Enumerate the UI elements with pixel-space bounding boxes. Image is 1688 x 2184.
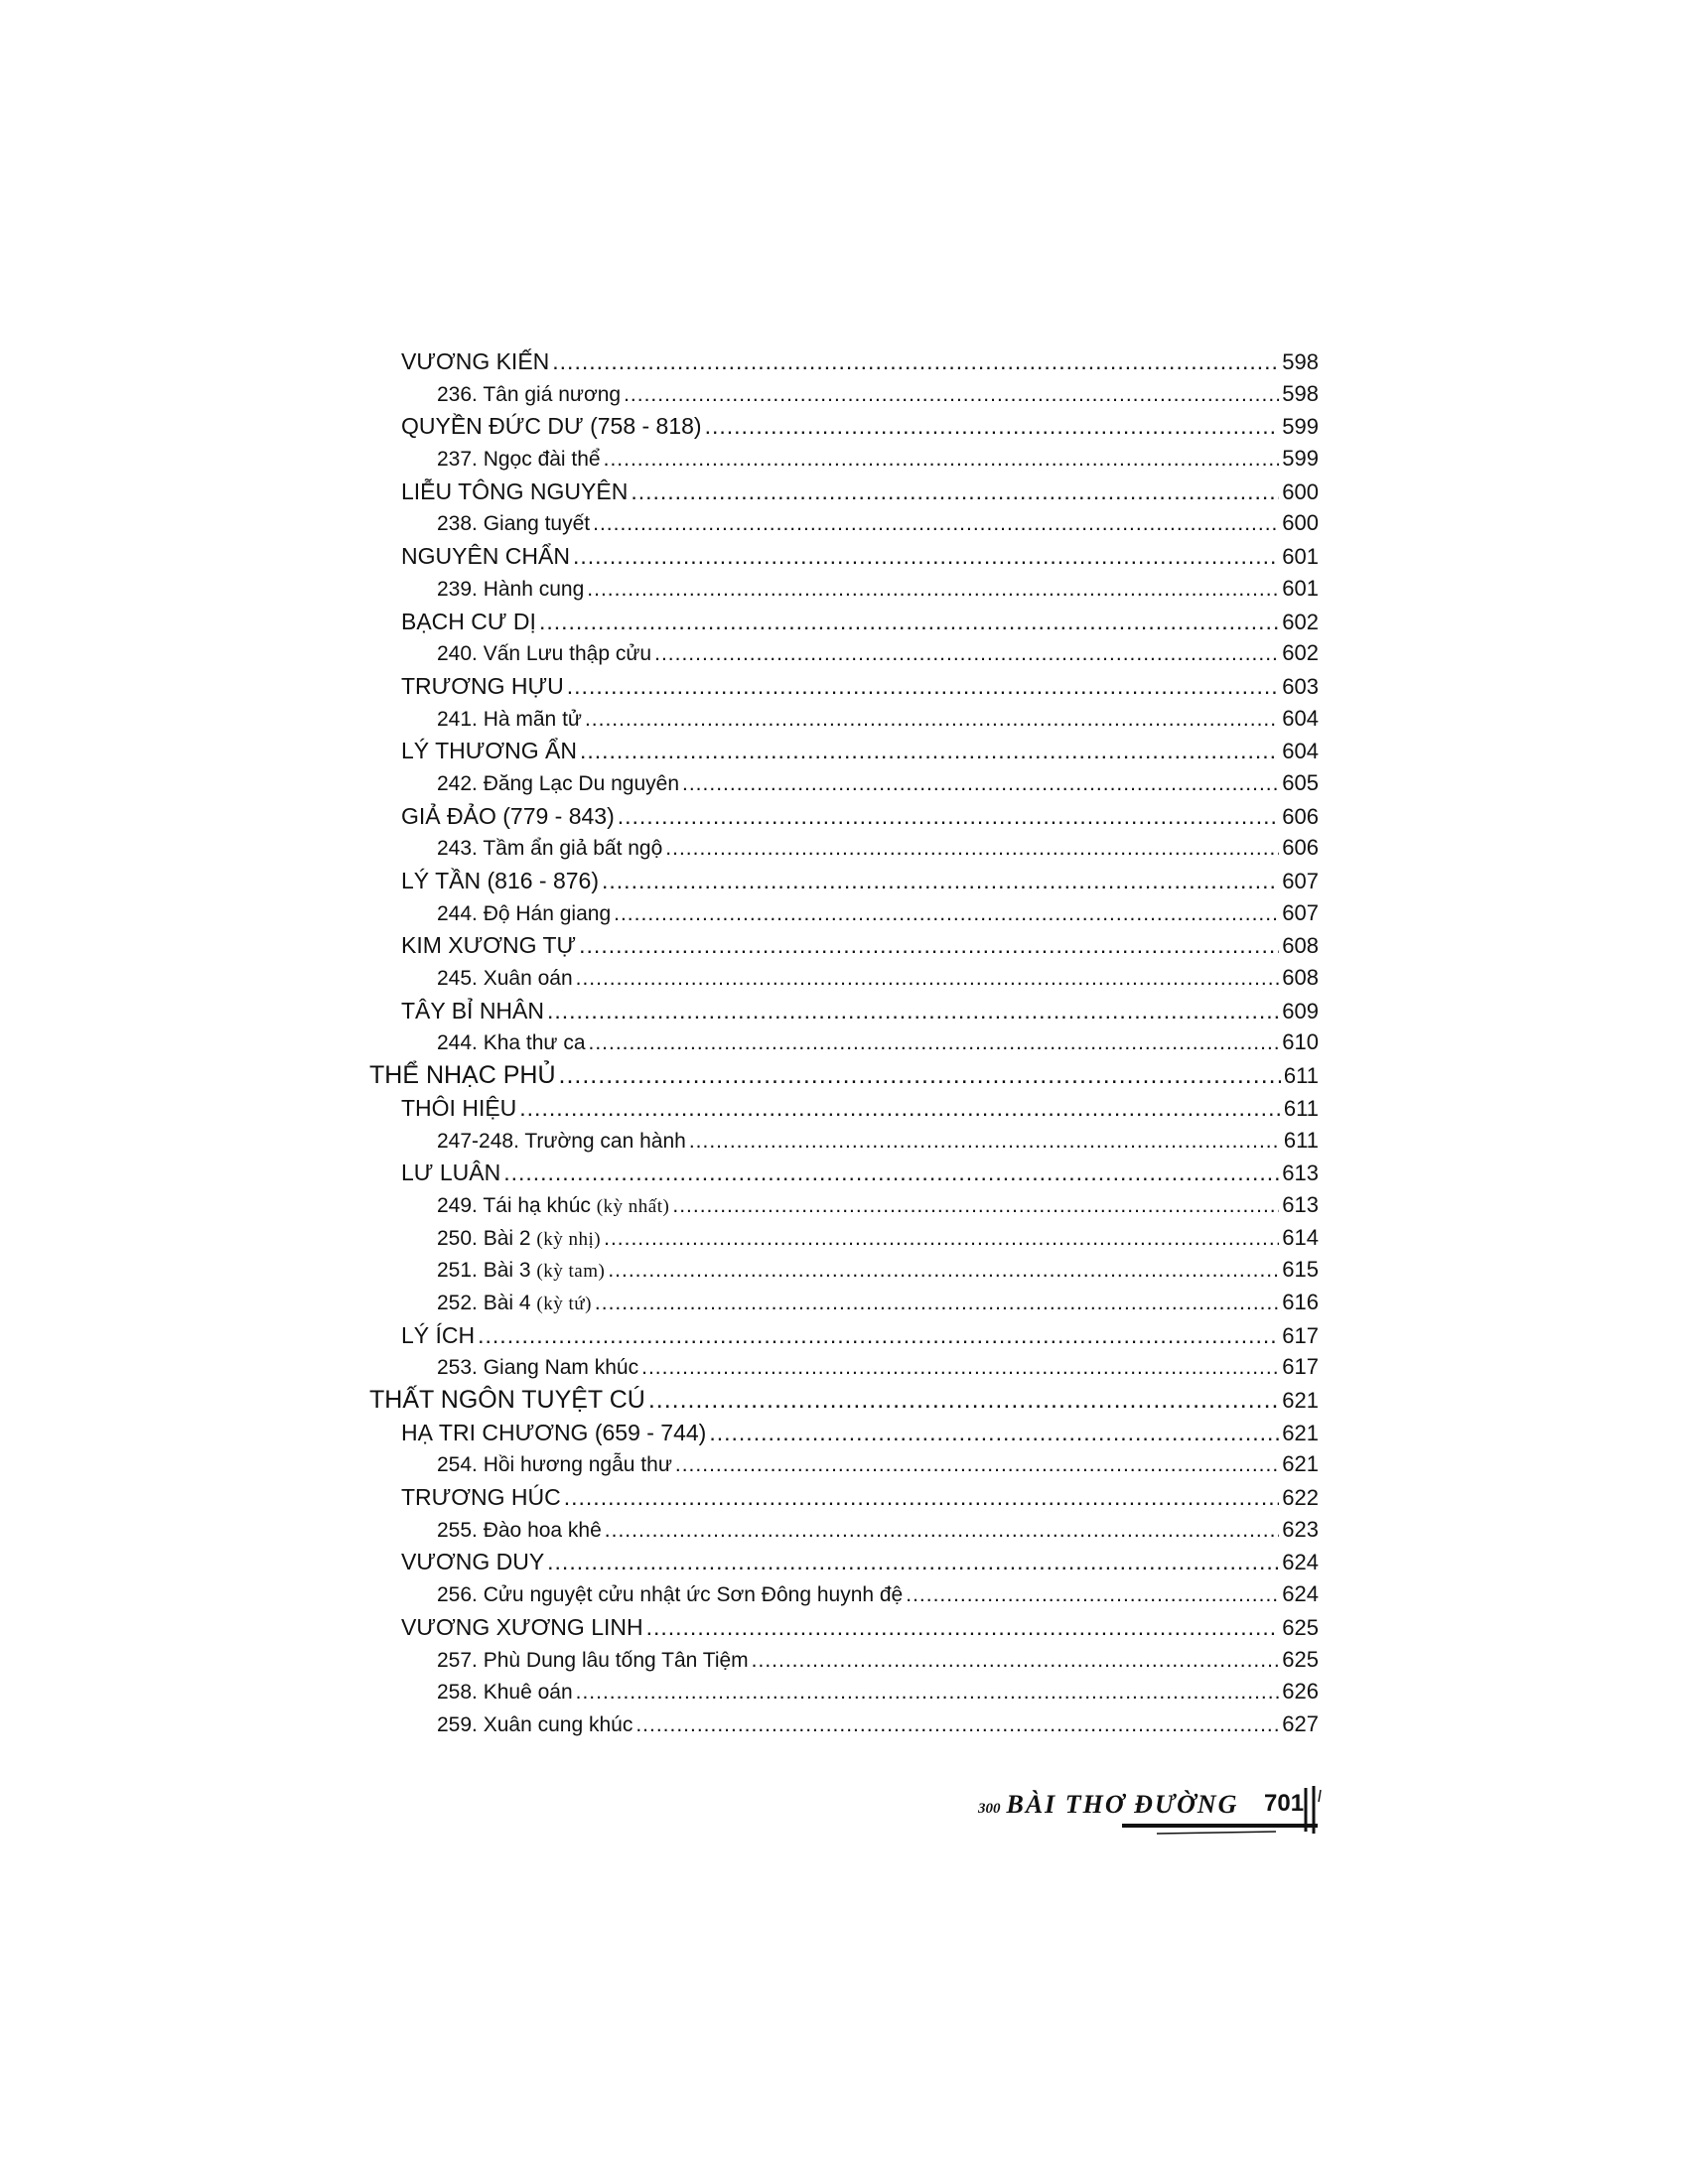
toc-entry-title — [369, 1059, 556, 1092]
toc-entry-title-text: 259. Xuân cung khúc — [437, 1712, 633, 1736]
toc-entry-note: (kỳ nhị) — [536, 1228, 602, 1250]
dot-leader — [608, 1255, 1279, 1288]
toc-entry-title-text: 254. Hồi hương ngẫu thư — [437, 1453, 672, 1477]
toc-author-entry — [369, 1319, 1319, 1352]
toc-poem-entry — [369, 378, 1319, 411]
dot-leader — [478, 1319, 1279, 1352]
dot-leader — [604, 444, 1280, 477]
toc-entry-title-text: THẤT NGÔN TUYỆT CÚ — [369, 1386, 645, 1414]
toc-page-number: 598 — [1282, 349, 1319, 374]
toc-page-number: 607 — [1282, 899, 1319, 925]
dot-leader — [564, 1481, 1280, 1514]
toc-page-number: 626 — [1282, 1679, 1319, 1705]
toc-entry-title-text: VƯƠNG DUY — [401, 1549, 545, 1575]
toc-entry-title — [437, 1645, 749, 1678]
toc-section-heading — [369, 1384, 1319, 1417]
toc-entry-title-text: LÝ TẦN (816 - 876) — [401, 868, 600, 893]
toc-entry-title — [437, 768, 679, 801]
toc-page-number: 601 — [1282, 575, 1319, 601]
dot-leader — [614, 898, 1279, 931]
toc-poem-entry — [369, 962, 1319, 995]
toc-page-number: 599 — [1282, 446, 1319, 472]
toc-entry-title — [437, 1515, 602, 1548]
toc-poem-entry — [369, 1514, 1319, 1547]
toc-page-number: 622 — [1282, 1485, 1319, 1511]
toc-entry-title — [437, 963, 573, 996]
toc-entry-title — [401, 476, 628, 508]
toc-entry-title-text: NGUYÊN CHẨN — [401, 543, 570, 570]
toc-page-number: 608 — [1282, 933, 1319, 959]
toc-entry-note: (kỳ nhất) — [596, 1195, 670, 1217]
toc-entry-title-text: 258. Khuê oán — [437, 1681, 573, 1705]
toc-page-number: 609 — [1282, 998, 1319, 1024]
dot-leader — [624, 379, 1279, 412]
dot-leader — [709, 1417, 1279, 1449]
toc-page-number: 625 — [1282, 1646, 1319, 1672]
toc-entry-title-text: QUYỀN ĐỨC DƯ (758 - 818) — [401, 413, 702, 440]
toc-author-entry — [369, 800, 1319, 833]
dot-leader — [587, 574, 1279, 607]
table-of-contents — [369, 345, 1319, 1741]
toc-entry-title-text: 240. Vấn Lưu thập cửu — [437, 642, 652, 666]
toc-author-entry — [369, 1546, 1319, 1578]
toc-entry-title — [437, 574, 584, 607]
toc-entry-title-text: HẠ TRI CHƯƠNG (659 - 744) — [401, 1419, 707, 1445]
toc-page-number: 615 — [1282, 1257, 1319, 1283]
toc-entry-title — [401, 1092, 516, 1125]
dot-leader — [604, 1223, 1279, 1256]
toc-entry-title-text: 236. Tân giá nương — [437, 382, 622, 406]
footer-ornament — [978, 1782, 1336, 1851]
toc-page-number: 603 — [1282, 673, 1319, 699]
toc-page-number: 600 — [1282, 478, 1319, 504]
toc-poem-entry — [369, 1644, 1319, 1677]
dot-leader — [559, 1059, 1281, 1092]
dot-leader — [585, 704, 1279, 737]
toc-author-entry — [369, 670, 1319, 703]
toc-entry-title — [401, 670, 564, 703]
toc-page-number: 624 — [1282, 1550, 1319, 1575]
toc-entry-title-text: LƯ LUÂN — [401, 1160, 501, 1186]
toc-poem-entry — [369, 832, 1319, 865]
toc-poem-entry — [369, 1254, 1319, 1287]
toc-author-entry — [369, 1417, 1319, 1449]
toc-page-number: 623 — [1282, 1516, 1319, 1542]
toc-page-number: 602 — [1282, 609, 1319, 634]
toc-page-number: 605 — [1282, 769, 1319, 795]
toc-page-number: 606 — [1282, 835, 1319, 861]
toc-author-entry — [369, 929, 1319, 962]
toc-page-number: 614 — [1282, 1224, 1319, 1250]
toc-author-entry — [369, 345, 1319, 378]
toc-page-number: 601 — [1282, 544, 1319, 570]
toc-entry-title-text: LÝ ÍCH — [401, 1321, 476, 1348]
toc-entry-title — [437, 508, 590, 541]
toc-entry-title-text: 241. Hà mãn tử — [437, 707, 582, 731]
toc-entry-title-text: TRƯƠNG HÚC — [401, 1484, 561, 1511]
toc-entry-title — [401, 1157, 500, 1189]
toc-entry-title — [437, 1352, 638, 1385]
toc-section-heading — [369, 1059, 1319, 1092]
dot-leader — [689, 1126, 1281, 1159]
toc-entry-title — [437, 1190, 669, 1224]
toc-entry-title — [401, 865, 599, 897]
dot-leader — [589, 1027, 1280, 1060]
toc-author-entry — [369, 1611, 1319, 1644]
toc-poem-entry — [369, 1708, 1319, 1741]
toc-author-entry — [369, 1157, 1319, 1189]
toc-entry-title-text: 238. Giang tuyết — [437, 512, 591, 536]
toc-page-number: 604 — [1282, 739, 1319, 764]
toc-entry-title — [437, 638, 651, 671]
toc-page-number: 621 — [1282, 1451, 1319, 1477]
toc-entry-title-text: VƯƠNG XƯƠNG LINH — [401, 1613, 643, 1640]
toc-page-number: 610 — [1282, 1029, 1319, 1055]
toc-page-number: 613 — [1282, 1191, 1319, 1217]
toc-poem-entry — [369, 507, 1319, 540]
toc-poem-entry — [369, 573, 1319, 606]
toc-page-number: 616 — [1282, 1289, 1319, 1314]
toc-entry-title — [437, 1579, 903, 1612]
toc-entry-title-text: 249. Tái hạ khúc — [437, 1193, 591, 1217]
toc-poem-entry — [369, 1578, 1319, 1611]
toc-entry-title-text: 245. Xuân oán — [437, 967, 573, 991]
toc-author-entry — [369, 735, 1319, 767]
toc-entry-title-text: TÂY BỈ NHÂN — [401, 997, 544, 1024]
toc-page-number: 608 — [1282, 965, 1319, 991]
toc-page-number: 611 — [1283, 1127, 1319, 1153]
toc-entry-title-text: 243. Tầm ẩn giả bất ngộ — [437, 837, 663, 861]
dot-leader — [547, 1546, 1279, 1578]
toc-page-number: 599 — [1282, 414, 1319, 440]
dot-leader — [539, 606, 1279, 638]
toc-poem-entry — [369, 1026, 1319, 1059]
toc-entry-title-text: THỂ NHẠC PHỦ — [369, 1061, 556, 1090]
toc-page-number: 625 — [1282, 1614, 1319, 1640]
toc-entry-title — [437, 1027, 586, 1060]
toc-page-number: 621 — [1282, 1420, 1319, 1445]
toc-poem-entry — [369, 443, 1319, 476]
toc-poem-entry — [369, 1189, 1319, 1222]
toc-page-number: 611 — [1283, 1095, 1319, 1121]
toc-entry-title-text: LÝ THƯƠNG ẨN — [401, 738, 577, 764]
toc-author-entry — [369, 540, 1319, 573]
dot-leader — [576, 963, 1280, 996]
page-number: 701 — [1264, 1790, 1305, 1817]
toc-entry-title — [401, 345, 549, 378]
dot-leader — [752, 1645, 1280, 1678]
dot-leader — [631, 476, 1279, 508]
toc-poem-entry — [369, 1287, 1319, 1319]
toc-entry-title — [437, 1677, 573, 1709]
book-number: 300 — [978, 1801, 1001, 1817]
dot-leader — [580, 735, 1279, 767]
toc-entry-title — [401, 1481, 561, 1514]
toc-page-number: 617 — [1282, 1354, 1319, 1380]
dot-leader — [605, 1515, 1279, 1548]
dot-leader — [906, 1579, 1279, 1612]
dot-leader — [503, 1157, 1279, 1189]
toc-entry-title — [437, 1126, 686, 1159]
dot-leader — [672, 1190, 1279, 1223]
dot-leader — [579, 929, 1279, 962]
dot-leader — [705, 410, 1280, 443]
toc-entry-title — [401, 410, 702, 443]
toc-entry-title — [437, 1449, 672, 1482]
toc-entry-title — [401, 606, 536, 638]
toc-author-entry — [369, 476, 1319, 508]
toc-entry-note: (kỳ tam) — [536, 1261, 606, 1283]
dot-leader — [635, 1709, 1279, 1742]
toc-page-number: 611 — [1283, 1063, 1319, 1089]
dot-leader — [573, 540, 1279, 573]
toc-entry-title-text: GIẢ ĐẢO (779 - 843) — [401, 802, 615, 829]
toc-page-number: 624 — [1282, 1581, 1319, 1607]
toc-entry-title-text: 237. Ngọc đài thể — [437, 448, 601, 472]
toc-entry-title — [437, 1255, 605, 1289]
toc-page-number: 602 — [1282, 640, 1319, 666]
toc-poem-entry — [369, 897, 1319, 930]
toc-poem-entry — [369, 767, 1319, 800]
toc-page-number: 600 — [1282, 510, 1319, 536]
dot-leader — [675, 1449, 1279, 1482]
toc-entry-title — [437, 1223, 601, 1257]
dot-leader — [648, 1384, 1279, 1417]
toc-entry-title — [437, 898, 611, 931]
dot-leader — [646, 1611, 1280, 1644]
page-footer — [978, 1782, 1336, 1851]
toc-entry-note: (kỳ tứ) — [536, 1293, 592, 1314]
toc-entry-title — [437, 704, 582, 737]
dot-leader — [552, 345, 1279, 378]
toc-entry-title-text: 244. Kha thư ca — [437, 1031, 586, 1055]
toc-page-number: 607 — [1282, 869, 1319, 893]
toc-page-number: 598 — [1282, 380, 1319, 406]
toc-entry-title — [437, 379, 621, 412]
toc-entry-title-text: 255. Đào hoa khê — [437, 1518, 602, 1542]
toc-entry-title — [369, 1384, 645, 1417]
toc-entry-title — [401, 1319, 475, 1352]
toc-entry-title-text: 239. Hành cung — [437, 577, 585, 601]
toc-entry-title — [401, 800, 615, 833]
toc-entry-title-text: BẠCH CƯ DỊ — [401, 608, 536, 634]
dot-leader — [654, 638, 1279, 671]
toc-poem-entry — [369, 1448, 1319, 1481]
toc-author-entry — [369, 1481, 1319, 1514]
toc-page-number: 604 — [1282, 705, 1319, 731]
toc-entry-title-text: 244. Độ Hán giang — [437, 901, 612, 925]
toc-author-entry — [369, 865, 1319, 897]
dot-leader — [665, 833, 1279, 866]
toc-entry-title-text: 250. Bài 2 — [437, 1226, 531, 1250]
toc-author-entry — [369, 410, 1319, 443]
dot-leader — [602, 865, 1279, 897]
toc-entry-title — [401, 1417, 706, 1449]
toc-entry-title — [437, 833, 662, 866]
toc-entry-title-text: 251. Bài 3 — [437, 1259, 531, 1283]
toc-author-entry — [369, 995, 1319, 1027]
toc-entry-title — [401, 735, 577, 767]
toc-poem-entry — [369, 1222, 1319, 1255]
toc-entry-title-text: LIỄU TÔNG NGUYÊN — [401, 478, 629, 504]
dot-leader — [519, 1092, 1281, 1125]
toc-entry-title — [437, 1709, 633, 1742]
toc-page-number: 627 — [1282, 1710, 1319, 1736]
toc-entry-title-text: 247-248. Trường can hành — [437, 1129, 686, 1153]
toc-page-number: 617 — [1282, 1322, 1319, 1348]
dot-leader — [567, 670, 1280, 703]
dot-leader — [593, 508, 1279, 541]
toc-author-entry — [369, 1092, 1319, 1125]
toc-page-number: 613 — [1282, 1160, 1319, 1186]
toc-entry-title-text: 242. Đăng Lạc Du nguyên — [437, 771, 680, 795]
toc-entry-title-text: THÔI HIỆU — [401, 1094, 517, 1121]
toc-entry-title-text: TRƯƠNG HỰU — [401, 672, 564, 699]
book-title: BÀI THƠ ĐƯỜNG — [1006, 1790, 1239, 1819]
toc-entry-title — [437, 1288, 592, 1321]
toc-entry-title-text: 256. Cửu nguyệt cửu nhật ức Sơn Đông huynh đệ — [437, 1583, 904, 1607]
toc-poem-entry — [369, 1676, 1319, 1708]
dot-leader — [547, 995, 1279, 1027]
dot-leader — [595, 1288, 1279, 1320]
toc-entry-title — [401, 540, 570, 573]
dot-leader — [682, 768, 1279, 801]
dot-leader — [641, 1352, 1279, 1385]
toc-page-number: 606 — [1282, 803, 1319, 829]
toc-entry-title — [437, 444, 601, 477]
toc-entry-title-text: 252. Bài 4 — [437, 1291, 531, 1314]
toc-poem-entry — [369, 1351, 1319, 1384]
toc-entry-title-text: 253. Giang Nam khúc — [437, 1356, 639, 1380]
toc-poem-entry — [369, 1125, 1319, 1158]
toc-entry-title-text: VƯƠNG KIẾN — [401, 348, 550, 374]
dot-leader — [576, 1677, 1280, 1709]
toc-entry-title — [401, 995, 544, 1027]
toc-entry-title — [401, 1546, 544, 1578]
dot-leader — [618, 800, 1280, 833]
toc-author-entry — [369, 606, 1319, 638]
toc-page-number: 621 — [1282, 1388, 1319, 1413]
toc-entry-title-text: 257. Phù Dung lâu tống Tân Tiệm — [437, 1648, 749, 1672]
toc-poem-entry — [369, 703, 1319, 736]
toc-entry-title — [401, 1611, 643, 1644]
toc-entry-title-text: KIM XƯƠNG TỰ — [401, 932, 577, 959]
toc-entry-title — [401, 929, 576, 962]
toc-poem-entry — [369, 637, 1319, 670]
